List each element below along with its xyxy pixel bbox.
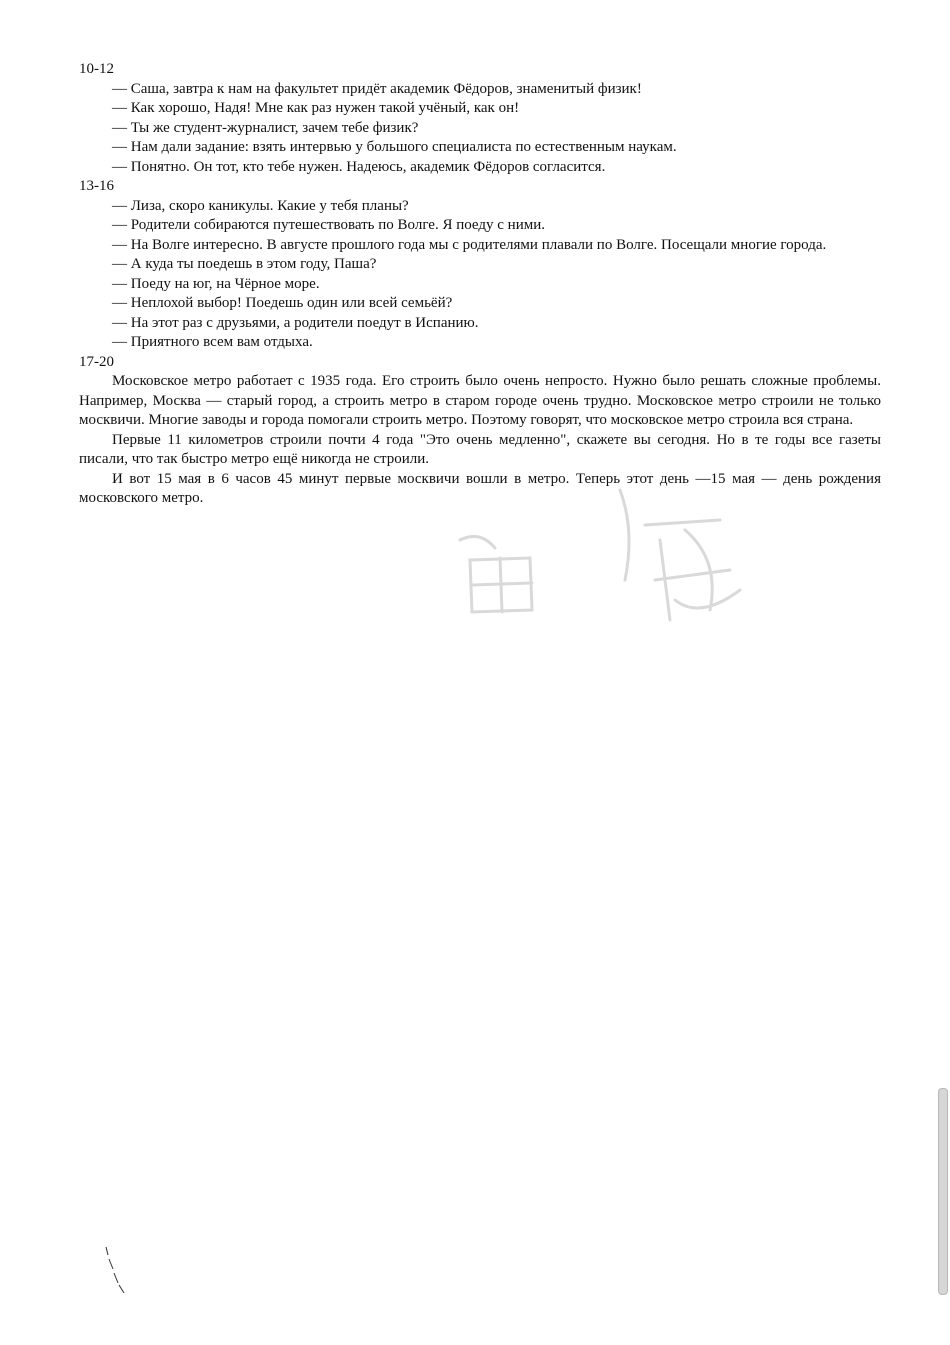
text-paragraph: Московское метро работает с 1935 года. Его строить было очень непросто. Нужно было решать сложные проблемы. Например, Москва — старый город, а строить метро в старом городе очень трудно. Московское метро строили не только москвичи. Многие заводы и города помогали строить метро. Поэтому говорят, что московское метро строила вся страна. <box>79 373 881 428</box>
dialog-line: — Нам дали задание: взять интервью у большого специалиста по естественным наукам. <box>112 139 677 155</box>
dialog-line: — Ты же студент-журналист, зачем тебе физик? <box>112 119 419 136</box>
section-label: 10-12 <box>79 61 114 77</box>
text-paragraph: И вот 15 мая в 6 часов 45 минут первые москвичи вошли в метро. Теперь этот день —15 мая — день рождения московского метро. <box>79 470 881 506</box>
dialog-line: — Саша, завтра к нам на факультет придёт академик Фёдоров, знаменитый физик! <box>112 80 642 97</box>
document-body <box>79 60 881 509</box>
dialog-line: — Поеду на юг, на Чёрное море. <box>112 275 320 292</box>
dialog-line: — Неплохой выбор! Поедешь один или всей семьёй? <box>112 295 453 311</box>
dialog-line: — А куда ты поедешь в этом году, Паша? <box>112 256 377 272</box>
dialog-line: — Понятно. Он тот, кто тебе нужен. Надеюсь, академик Фёдоров согласится. <box>112 158 606 175</box>
dialog-line: — Как хорошо, Надя! Мне как раз нужен такой учёный, как он! <box>112 100 520 116</box>
dialog-line: — Лиза, скоро каникулы. Какие у тебя планы? <box>112 197 409 214</box>
dialog-line: — Приятного всем вам отдыха. <box>112 334 313 350</box>
section-label: 13-16 <box>79 178 114 194</box>
section-17-20 <box>79 353 881 509</box>
dialog-line: — На Волге интересно. В августе прошлого года мы с родителями плавали по Волге. Посещали многие города. <box>112 236 827 253</box>
dialog-line: — Родители собираются путешествовать по Волге. Я поеду с ними. <box>112 217 545 233</box>
section-label: 17-20 <box>79 353 114 370</box>
dialog-line: — На этот раз с друзьями, а родители поедут в Испанию. <box>112 314 479 331</box>
text-paragraph: Первые 11 километров строили почти 4 года "Это очень медленно", скажете вы сегодня. Но в те годы все газеты писали, что так быстро метро ещё никогда не строили. <box>79 431 881 467</box>
scan-artifact <box>104 1245 128 1295</box>
section-13-16 <box>79 177 881 353</box>
section-10-12 <box>79 60 881 177</box>
scrollbar[interactable] <box>938 1088 948 1295</box>
